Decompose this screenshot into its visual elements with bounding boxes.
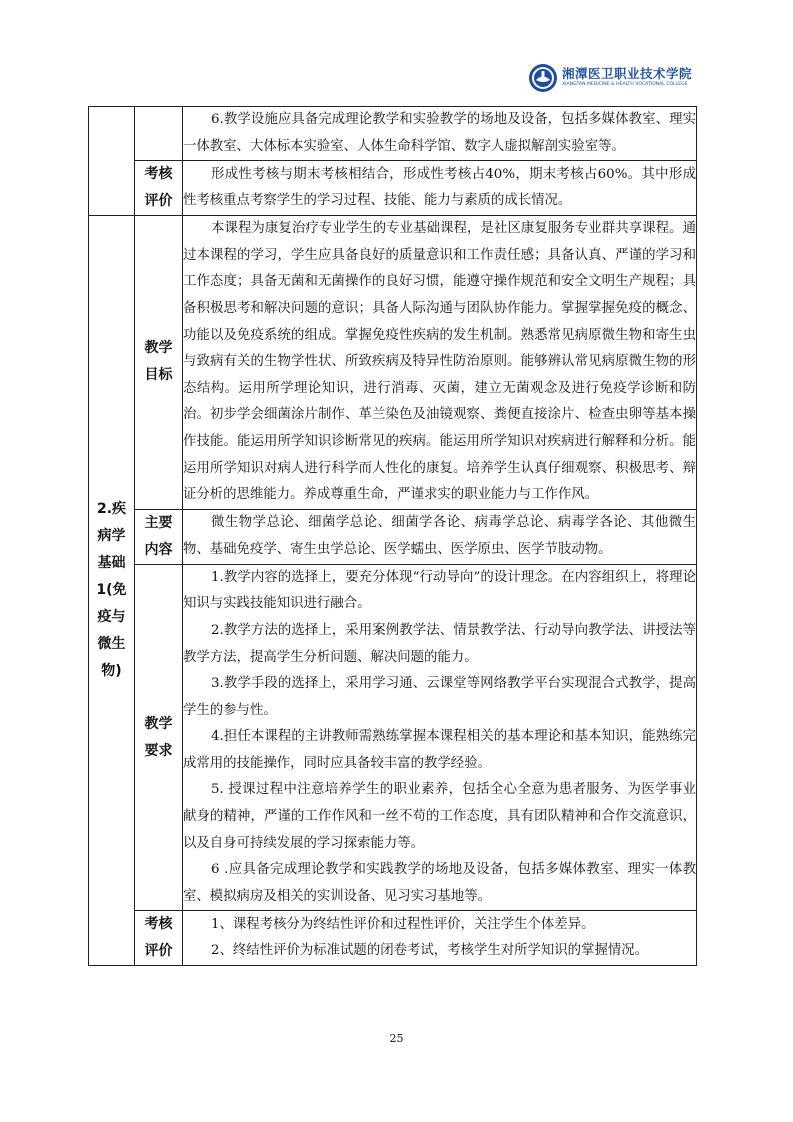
requirement-item: 2.教学方法的选择上，采用案例教学法、情景教学法、行动导向教学法、讲授法等教学方法，提高学生分析问题、解决问题的能力。 <box>183 622 696 665</box>
course-table <box>88 106 697 966</box>
prev-requirement-cell <box>183 107 697 161</box>
prev-eval-cell <box>183 161 697 216</box>
prev-eval-label: 考核 评价 <box>135 161 183 216</box>
requirement-item: 1.教学内容的选择上，要充分体现“行动导向”的设计理念。在内容组织上，将理论知识与实践技能知识进行融合。 <box>183 569 696 612</box>
prev-eval-text: 形成性考核与期末考核相结合，形成性考核占40%，期末考核占60%。其中形成性考核重点考察学生的学习过程、技能、能力与素质的成长情况。 <box>183 166 696 209</box>
page-number: 25 <box>389 1032 404 1045</box>
school-name-en: XIANGTAN MEDICINE & HEALTH VOCATIONAL COLLEGE <box>562 82 688 88</box>
school-header <box>528 60 718 96</box>
prev-course-cell <box>89 107 135 216</box>
content-text: 微生物学总论、细菌学总论、细菌学各论、病毒学总论、病毒学各论、其他微生物、基础免疫学、寄生虫学总论、医学蠕虫、医学原虫、医学节肢动物。 <box>183 515 696 557</box>
table-row <box>89 911 697 966</box>
prev-requirement-text: 6.教学设施应具备完成理论教学和实验教学的场地及设备，包括多媒体教室、理实一体教室、大体标本实验室、人体生命科学馆、数字人虚拟解剖实验室等。 <box>183 112 696 154</box>
content-label: 主要 内容 <box>135 509 183 564</box>
requirement-cell <box>183 564 697 911</box>
course-name-cell: 2.疾 病学 基础 1(免 疫与 微生 物) <box>89 216 135 966</box>
requirement-item: 3.教学手段的选择上，采用学习通、云课堂等网络教学平台实现混合式教学，提高学生的参与性。 <box>183 676 696 718</box>
table-row <box>89 216 697 510</box>
content-cell <box>183 509 697 564</box>
table-row <box>89 564 697 911</box>
eval-item: 1、课程考核分为终结性评价和过程性评价，关注学生个体差异。 <box>211 916 595 932</box>
eval-cell <box>183 911 697 966</box>
school-name: 湘潭医卫职业技术学院 <box>562 65 693 81</box>
eval-label: 考核 评价 <box>135 911 183 966</box>
school-logo-icon <box>528 63 558 93</box>
requirement-item: 5. 授课过程中注意培养学生的职业素养，包括全心全意为患者服务、为医学事业献身的精神，严谨的工作作风和一丝不苟的工作态度，具有团队精神和合作交流意识，以及自身可持续发展的学习探索能力等。 <box>183 782 696 851</box>
prev-label-cell <box>135 107 183 161</box>
requirement-item: 4.担任本课程的主讲教师需熟练掌握本课程相关的基本理论和基本知识，能熟练完成常用的技能操作，同时应具备较丰富的教学经验。 <box>183 729 696 771</box>
table-row <box>89 509 697 564</box>
table-row <box>89 107 697 161</box>
requirement-item: 6 .应具备完成理论教学和实践教学的场地及设备，包括多媒体教室、理实一体教室、模拟病房及相关的实训设备、见习实习基地等。 <box>183 862 696 904</box>
objective-text: 本课程为康复治疗专业学生的专业基础课程，是社区康复服务专业群共享课程。通过本课程的学习，学生应具备良好的质量意识和工作责任感；具备认真、严谨的学习和工作态度；具备无菌和无菌操作的良好习惯，能遵守操作规范和安全文明生产规程；具备积极思考和解决问题的意识；具备人际沟通与团队协作能力。掌握掌握免疫的概念、功能以及免疫系统的组成。掌握免疫性疾病的发生机制。熟悉常见病原微生物和寄生虫与致病有关的生物学性状、所致疾病及特异性防治原则。能够辨认常见病原微生物的形态结构。运用所学理论知识，进行消毒、灭菌，建立无菌观念及进行免疫学诊断和防治。初步学会细菌涂片制作、革兰染色及油镜观察、粪便直接涂片、检查虫卵等基本操作技能。能运用所学知识诊断常见的疾病。能运用所学知识对疾病进行解释和分析。能运用所学知识对病人进行科学而人性化的康复。培养学生认真仔细观察、积极思考、辩证分析的思维能力。养成尊重生命，严谨求实的职业能力与工作作风。 <box>183 221 696 503</box>
eval-item: 2、终结性评价为标准试题的闭卷考试，考核学生对所学知识的掌握情况。 <box>211 943 649 959</box>
requirement-label: 教学 要求 <box>135 564 183 911</box>
table-row <box>89 161 697 216</box>
objective-cell <box>183 216 697 510</box>
objective-label: 教学 目标 <box>135 216 183 510</box>
